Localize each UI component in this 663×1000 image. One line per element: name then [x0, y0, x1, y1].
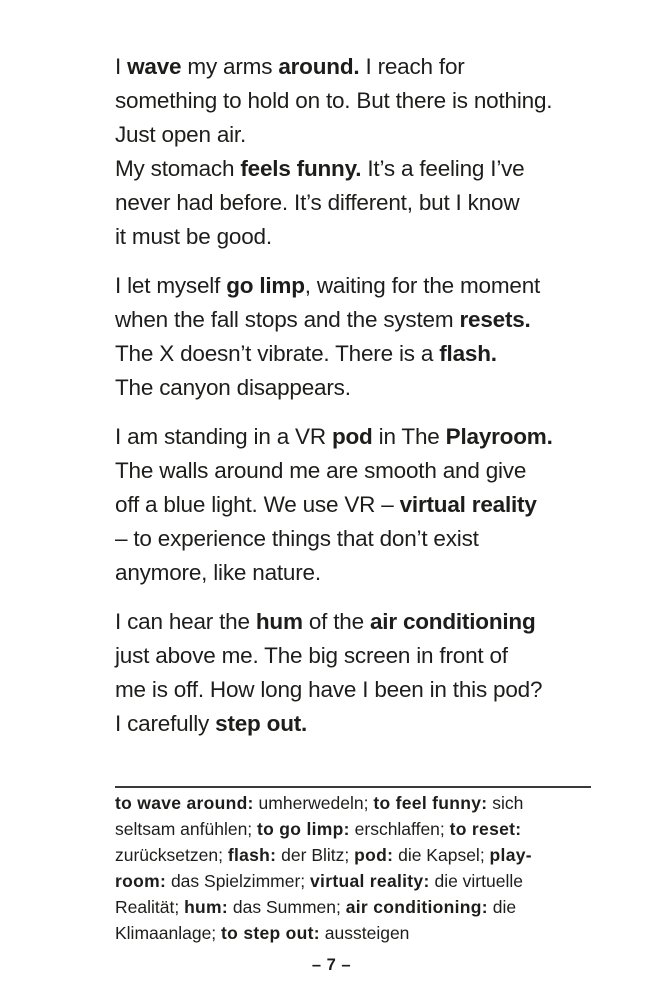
text-segment: just above me. The big screen in front of — [115, 643, 508, 668]
bold-text-segment: play- — [489, 845, 532, 865]
text-segment: Just open air. — [115, 122, 247, 147]
text-segment: of the — [302, 609, 370, 634]
text-segment: something to hold on to. But there is nothing. — [115, 88, 553, 113]
text-segment: I let myself — [115, 273, 227, 298]
text-line — [115, 894, 620, 920]
text-segment: I — [115, 54, 128, 79]
text-segment: I am standing in a VR — [115, 424, 332, 449]
bold-text-segment: to reset: — [449, 819, 522, 839]
bold-text-segment: to feel funny: — [373, 793, 488, 813]
bold-text-segment: virtual reality — [399, 492, 537, 517]
text-segment: das Spielzimmer; — [166, 871, 311, 891]
page-number: – 7 – — [311, 956, 352, 974]
text-segment: aussteigen — [319, 923, 410, 943]
bold-text-segment: pod — [331, 424, 373, 449]
bold-text-segment: wave — [127, 54, 182, 79]
text-segment: Realität; — [115, 897, 185, 917]
text-segment: die Kapsel; — [393, 845, 490, 865]
text-line — [115, 303, 635, 337]
text-segment: The walls around me are smooth and give — [115, 458, 527, 483]
text-line — [115, 220, 635, 254]
glossary-divider — [115, 786, 591, 788]
text-line — [115, 269, 635, 303]
glossary — [115, 790, 620, 946]
text-line — [115, 371, 635, 405]
story-paragraph — [115, 420, 635, 590]
text-line — [115, 50, 635, 84]
bold-text-segment: step out. — [215, 711, 308, 736]
text-line — [115, 337, 635, 371]
text-segment: I reach for — [359, 54, 465, 79]
text-line — [115, 605, 635, 639]
bold-text-segment: virtual reality: — [310, 871, 430, 891]
text-line — [115, 790, 620, 816]
text-segment: sich — [487, 793, 524, 813]
text-line — [115, 420, 635, 454]
bold-text-segment: air conditioning: — [345, 897, 488, 917]
text-line — [115, 639, 635, 673]
text-line — [115, 522, 635, 556]
text-line — [115, 920, 620, 946]
text-segment: The X doesn’t vibrate. There is a — [115, 341, 440, 366]
text-line — [115, 842, 620, 868]
text-line — [115, 454, 635, 488]
text-segment: erschlaffen; — [349, 819, 450, 839]
text-segment: It’s a feeling I’ve — [361, 156, 525, 181]
bold-text-segment: go limp — [226, 273, 305, 298]
text-line — [115, 816, 620, 842]
text-segment: – to experience things that don’t exist — [115, 526, 479, 551]
text-segment: die virtuelle — [429, 871, 523, 891]
story-paragraph — [115, 605, 635, 741]
story-paragraph — [115, 50, 635, 254]
bold-text-segment: to wave around: — [115, 793, 254, 813]
bold-text-segment: to go limp: — [257, 819, 350, 839]
bold-text-segment: hum: — [184, 897, 229, 917]
text-segment: never had before. It’s different, but I know — [115, 190, 520, 215]
text-line — [115, 118, 635, 152]
text-line — [115, 152, 635, 186]
text-line — [115, 84, 635, 118]
text-segment: I carefully — [115, 711, 216, 736]
text-segment: I can hear the — [115, 609, 256, 634]
text-segment: , waiting for the moment — [304, 273, 541, 298]
text-line — [115, 868, 620, 894]
text-segment: off a blue light. We use VR – — [115, 492, 400, 517]
text-segment: The canyon disappears. — [115, 375, 351, 400]
text-segment: der Blitz; — [276, 845, 355, 865]
bold-text-segment: hum — [255, 609, 303, 634]
text-line — [115, 186, 635, 220]
bold-text-segment: room: — [115, 871, 167, 891]
text-line — [115, 488, 635, 522]
text-segment: when the fall stops and the system — [115, 307, 460, 332]
bold-text-segment: around. — [278, 54, 360, 79]
text-line — [115, 707, 635, 741]
text-line — [115, 673, 635, 707]
text-line — [115, 556, 635, 590]
text-segment: Klimaanlage; — [115, 923, 222, 943]
story-paragraph — [115, 269, 635, 405]
text-segment: die — [487, 897, 517, 917]
bold-text-segment: resets. — [459, 307, 531, 332]
bold-text-segment: flash: — [227, 845, 277, 865]
bold-text-segment: pod: — [354, 845, 394, 865]
text-segment: das Summen; — [228, 897, 346, 917]
text-segment: My stomach — [115, 156, 241, 181]
story-text — [115, 50, 635, 756]
text-segment: it must be good. — [115, 224, 272, 249]
page-footer — [0, 956, 663, 975]
text-segment: anymore, like nature. — [115, 560, 321, 585]
text-segment: in The — [372, 424, 446, 449]
bold-text-segment: air conditioning — [369, 609, 536, 634]
text-segment: me is off. How long have I been in this pod? — [115, 677, 543, 702]
text-segment: umherwedeln; — [253, 793, 374, 813]
bold-text-segment: Playroom. — [445, 424, 553, 449]
text-segment: my arms — [181, 54, 279, 79]
bold-text-segment: to step out: — [221, 923, 320, 943]
text-segment: zurücksetzen; — [115, 845, 228, 865]
text-segment: seltsam anfühlen; — [115, 819, 258, 839]
bold-text-segment: feels funny. — [240, 156, 362, 181]
bold-text-segment: flash. — [439, 341, 497, 366]
